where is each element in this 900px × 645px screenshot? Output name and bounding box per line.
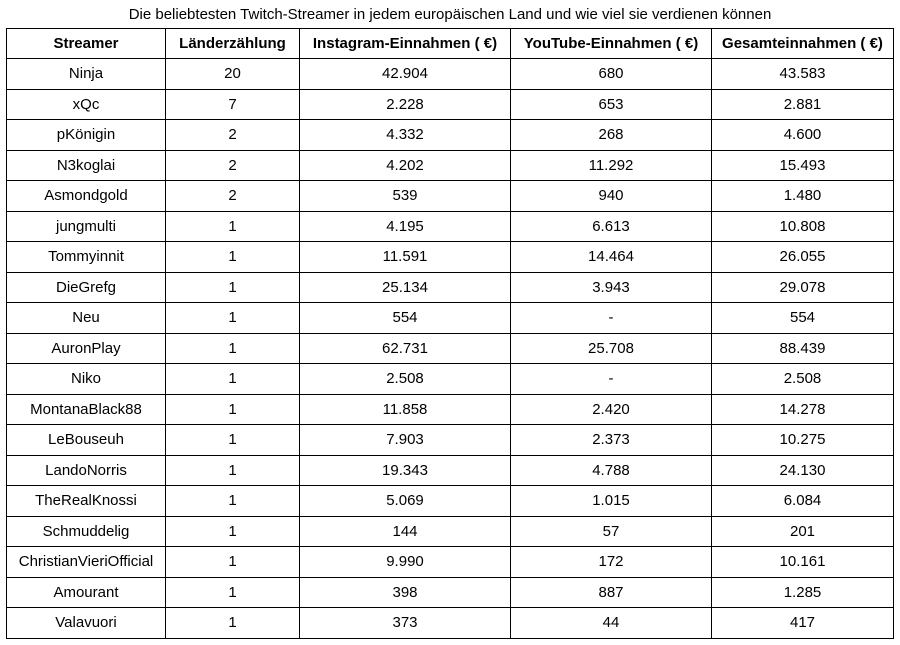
country-count-cell: 2: [166, 120, 300, 151]
streamer-cell: Asmondgold: [7, 181, 166, 212]
table-row: [7, 303, 894, 334]
table-row: [7, 425, 894, 456]
instagram-cell: 539: [300, 181, 511, 212]
table-row: [7, 272, 894, 303]
country-count-cell: 1: [166, 516, 300, 547]
instagram-cell: 5.069: [300, 486, 511, 517]
table-title: Die beliebtesten Twitch-Streamer in jedem europäischen Land und wie viel sie verdienen können: [128, 6, 772, 23]
youtube-cell: -: [511, 303, 712, 334]
youtube-cell: 2.420: [511, 394, 712, 425]
instagram-cell: 373: [300, 608, 511, 639]
total-cell: 417: [712, 608, 894, 639]
total-cell: 43.583: [712, 59, 894, 90]
total-cell: 4.600: [712, 120, 894, 151]
youtube-cell: 11.292: [511, 150, 712, 181]
instagram-cell: 11.591: [300, 242, 511, 273]
total-cell: 2.508: [712, 364, 894, 395]
header-instagram-earnings: Instagram-Einnahmen ( €): [300, 29, 511, 59]
instagram-cell: 9.990: [300, 547, 511, 578]
youtube-cell: 172: [511, 547, 712, 578]
streamer-cell: TheRealKnossi: [7, 486, 166, 517]
total-cell: 10.161: [712, 547, 894, 578]
total-cell: 2.881: [712, 89, 894, 120]
instagram-cell: 11.858: [300, 394, 511, 425]
instagram-cell: 7.903: [300, 425, 511, 456]
country-count-cell: 2: [166, 181, 300, 212]
header-streamer: Streamer: [7, 29, 166, 59]
total-cell: 26.055: [712, 242, 894, 273]
table-row: [7, 486, 894, 517]
total-cell: 88.439: [712, 333, 894, 364]
header-country-count: Länderzählung: [166, 29, 300, 59]
streamer-cell: Valavuori: [7, 608, 166, 639]
streamer-cell: AuronPlay: [7, 333, 166, 364]
header-total-earnings: Gesamteinnahmen ( €): [712, 29, 894, 59]
instagram-cell: 554: [300, 303, 511, 334]
table-row: [7, 242, 894, 273]
instagram-cell: 144: [300, 516, 511, 547]
table-row: [7, 120, 894, 151]
table-body: [7, 59, 894, 639]
table-row: [7, 150, 894, 181]
streamer-cell: pKönigin: [7, 120, 166, 151]
streamer-cell: ChristianVieriOfficial: [7, 547, 166, 578]
instagram-cell: 62.731: [300, 333, 511, 364]
streamer-cell: LeBouseuh: [7, 425, 166, 456]
country-count-cell: 1: [166, 242, 300, 273]
total-cell: 1.285: [712, 577, 894, 608]
country-count-cell: 1: [166, 577, 300, 608]
streamer-cell: Amourant: [7, 577, 166, 608]
streamer-cell: Tommyinnit: [7, 242, 166, 273]
country-count-cell: 1: [166, 303, 300, 334]
country-count-cell: 1: [166, 272, 300, 303]
streamer-cell: Niko: [7, 364, 166, 395]
table-row: [7, 455, 894, 486]
total-cell: 14.278: [712, 394, 894, 425]
table-row: [7, 333, 894, 364]
instagram-cell: 25.134: [300, 272, 511, 303]
total-cell: 29.078: [712, 272, 894, 303]
total-cell: 15.493: [712, 150, 894, 181]
streamer-cell: Schmuddelig: [7, 516, 166, 547]
instagram-cell: 398: [300, 577, 511, 608]
table-row: [7, 181, 894, 212]
table-row: [7, 547, 894, 578]
table-row: [7, 516, 894, 547]
youtube-cell: 6.613: [511, 211, 712, 242]
streamer-cell: N3koglai: [7, 150, 166, 181]
country-count-cell: 1: [166, 547, 300, 578]
youtube-cell: 57: [511, 516, 712, 547]
youtube-cell: 3.943: [511, 272, 712, 303]
streamer-cell: DieGrefg: [7, 272, 166, 303]
youtube-cell: 44: [511, 608, 712, 639]
total-cell: 10.808: [712, 211, 894, 242]
country-count-cell: 1: [166, 455, 300, 486]
country-count-cell: 7: [166, 89, 300, 120]
instagram-cell: 2.228: [300, 89, 511, 120]
total-cell: 24.130: [712, 455, 894, 486]
total-cell: 554: [712, 303, 894, 334]
youtube-cell: 14.464: [511, 242, 712, 273]
country-count-cell: 1: [166, 394, 300, 425]
table-row: [7, 89, 894, 120]
table-row: [7, 59, 894, 90]
youtube-cell: -: [511, 364, 712, 395]
header-row: [7, 29, 894, 59]
instagram-cell: 42.904: [300, 59, 511, 90]
streamer-cell: MontanaBlack88: [7, 394, 166, 425]
country-count-cell: 20: [166, 59, 300, 90]
total-cell: 6.084: [712, 486, 894, 517]
streamer-cell: Ninja: [7, 59, 166, 90]
youtube-cell: 268: [511, 120, 712, 151]
instagram-cell: 4.195: [300, 211, 511, 242]
streamer-cell: Neu: [7, 303, 166, 334]
table-row: [7, 364, 894, 395]
country-count-cell: 1: [166, 486, 300, 517]
table-row: [7, 577, 894, 608]
instagram-cell: 2.508: [300, 364, 511, 395]
total-cell: 201: [712, 516, 894, 547]
table-row: [7, 211, 894, 242]
country-count-cell: 2: [166, 150, 300, 181]
streamer-cell: jungmulti: [7, 211, 166, 242]
youtube-cell: 25.708: [511, 333, 712, 364]
total-cell: 1.480: [712, 181, 894, 212]
total-cell: 10.275: [712, 425, 894, 456]
table-row: [7, 394, 894, 425]
youtube-cell: 2.373: [511, 425, 712, 456]
youtube-cell: 940: [511, 181, 712, 212]
streamer-cell: xQc: [7, 89, 166, 120]
country-count-cell: 1: [166, 211, 300, 242]
country-count-cell: 1: [166, 425, 300, 456]
instagram-cell: 4.202: [300, 150, 511, 181]
instagram-cell: 19.343: [300, 455, 511, 486]
streamer-cell: LandoNorris: [7, 455, 166, 486]
country-count-cell: 1: [166, 608, 300, 639]
youtube-cell: 680: [511, 59, 712, 90]
youtube-cell: 887: [511, 577, 712, 608]
table-row: [7, 608, 894, 639]
header-youtube-earnings: YouTube-Einnahmen ( €): [511, 29, 712, 59]
earnings-table: [6, 28, 894, 639]
youtube-cell: 1.015: [511, 486, 712, 517]
country-count-cell: 1: [166, 364, 300, 395]
instagram-cell: 4.332: [300, 120, 511, 151]
youtube-cell: 653: [511, 89, 712, 120]
country-count-cell: 1: [166, 333, 300, 364]
youtube-cell: 4.788: [511, 455, 712, 486]
